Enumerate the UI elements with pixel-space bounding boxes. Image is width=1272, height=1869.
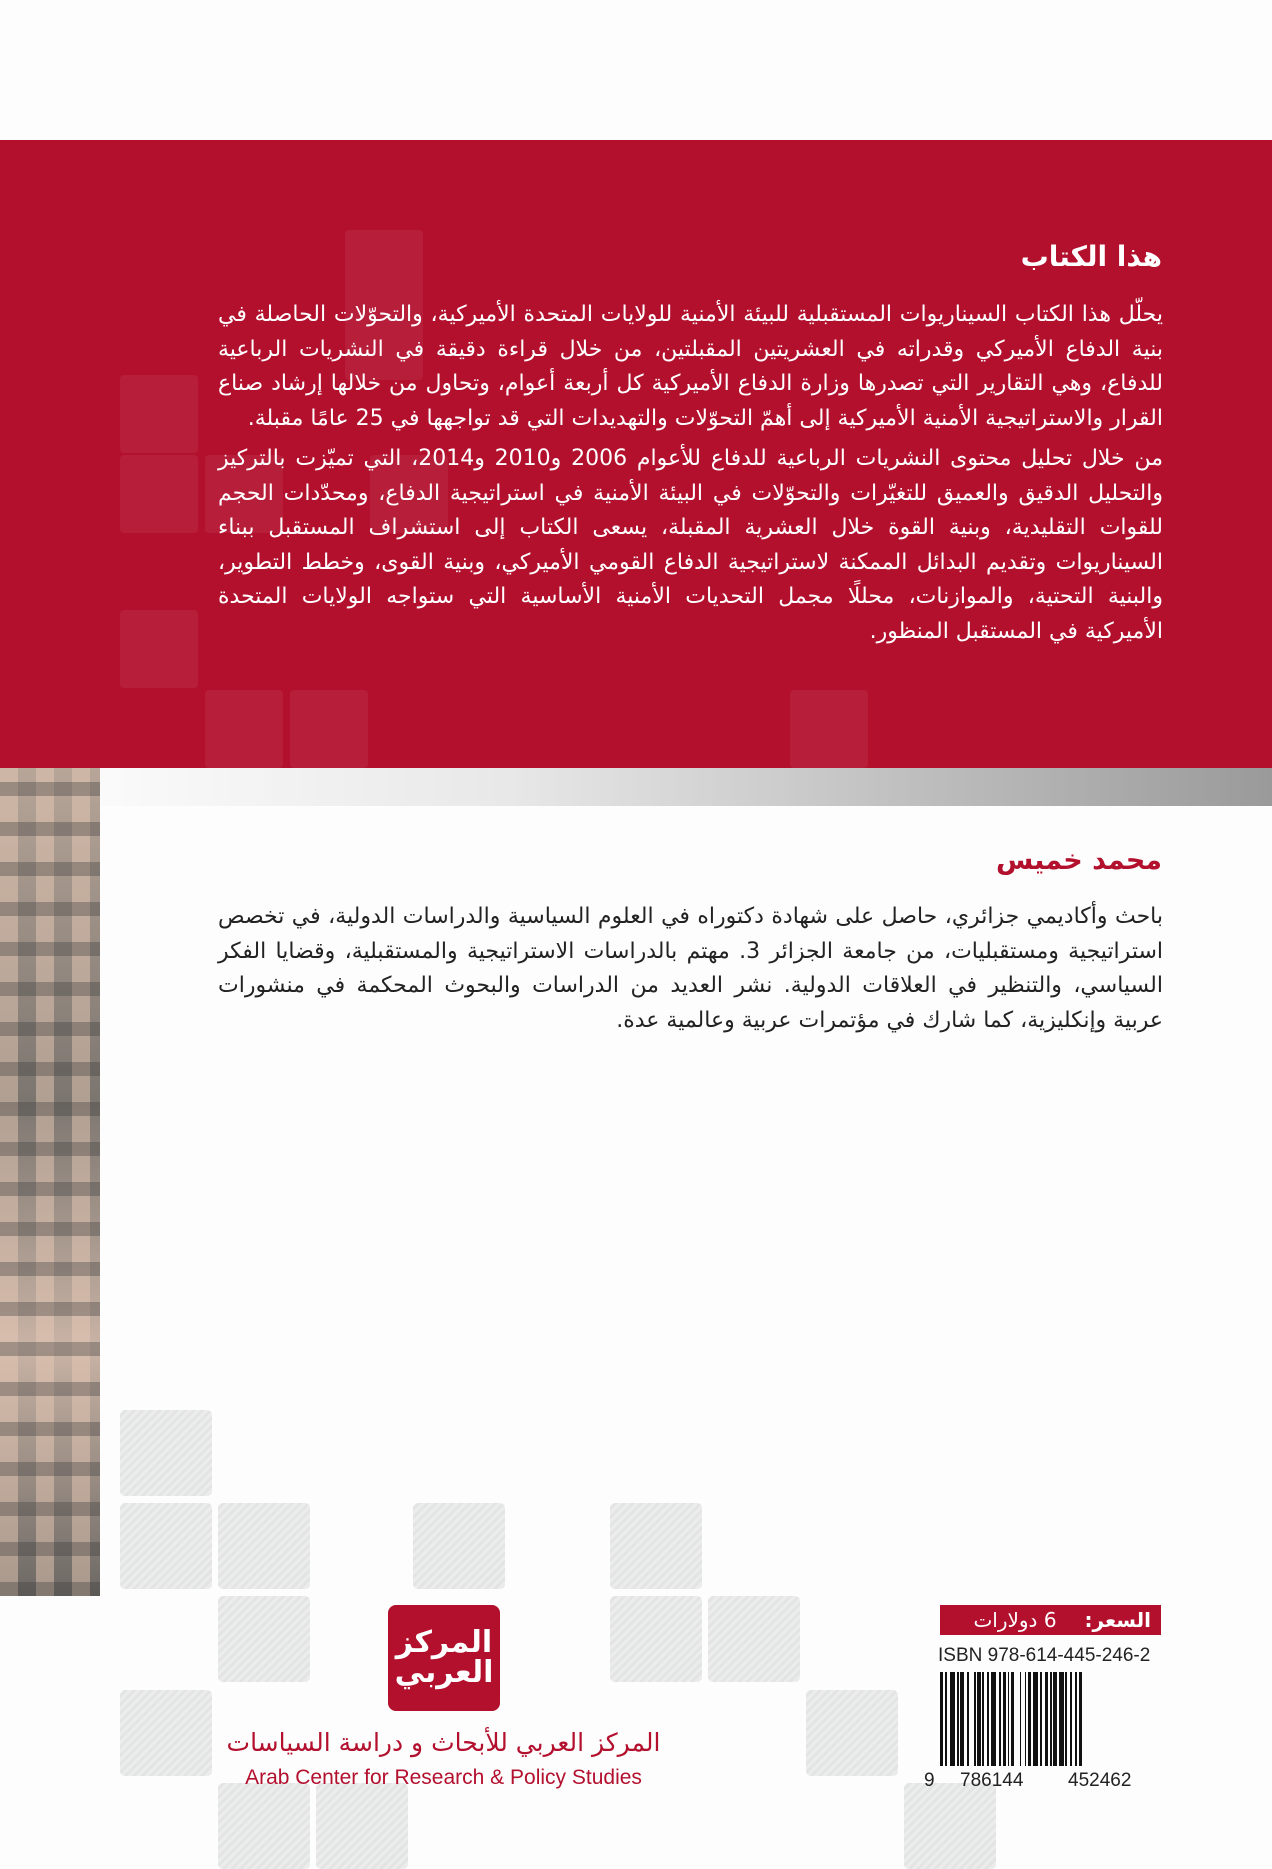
decor-square — [904, 1783, 996, 1869]
decor-square — [205, 690, 283, 768]
decor-square — [790, 690, 868, 768]
decor-square — [413, 1503, 505, 1589]
decor-square — [316, 1783, 408, 1869]
about-paragraph: يحلّل هذا الكتاب السيناريوات المستقبلية للبيئة الأمنية للولايات المتحدة الأميركية، والتحوّلات الحاصلة في بنية الدفاع الأميركي وقدراته في العشريتين المقبلتين، من خلال قراءة دقيقة في النشريات الرباعية للدفاع، وهي التقارير التي تصدرها وزارة الدفاع الأميركية كل أربعة أعوام، وتحاول من خلالها إرشاد صناع القرار والاستراتيجية الأمنية الأميركية إلى أهمّ التحوّلات والتهديدات التي قد تواجهها في 25 عامًا مقبلة. — [218, 302, 1163, 431]
publisher-name-arabic: المركز العربي للأبحاث و دراسة السياسات — [226, 1728, 661, 1757]
decor-square — [120, 1410, 212, 1496]
barcode-digits-left: 786144 — [960, 1770, 1024, 1791]
decor-square — [120, 375, 198, 453]
isbn: ISBN 978-614-445-246-2 — [938, 1645, 1151, 1666]
decor-square — [120, 455, 198, 533]
decor-square — [218, 1503, 310, 1589]
publisher-logo-text: المركز العربي — [394, 1625, 494, 1690]
barcode — [940, 1672, 1162, 1766]
decor-square — [610, 1503, 702, 1589]
decor-square — [120, 1503, 212, 1589]
gradient-strip — [0, 768, 1272, 806]
decor-square — [218, 1596, 310, 1682]
camouflage-strip — [0, 768, 100, 1596]
decor-square — [290, 690, 368, 768]
about-book-title: هذا الكتاب — [1020, 240, 1162, 273]
price-box — [940, 1605, 1161, 1635]
decor-square — [708, 1596, 800, 1682]
decor-square — [120, 1690, 212, 1776]
price-value: 6 دولارات — [973, 1608, 1057, 1632]
decor-square — [120, 610, 198, 688]
publisher-logo — [388, 1605, 500, 1711]
price-label: السعر: — [1084, 1608, 1151, 1632]
author-name: محمد خميس — [995, 845, 1162, 876]
about-book-text — [218, 298, 1163, 655]
barcode-space — [1082, 1672, 1084, 1766]
barcode-digits-right: 452462 — [1068, 1770, 1132, 1791]
publisher-name-english: Arab Center for Research & Policy Studies — [245, 1766, 642, 1789]
barcode-digit-first: 9 — [924, 1770, 935, 1791]
decor-square — [806, 1690, 898, 1776]
about-paragraph: من خلال تحليل محتوى النشريات الرباعية للدفاع للأعوام 2006 و2010 و2014، التي تميّزت بالتركيز والتحليل الدقيق والعميق للتغيّرات والتحوّلات في البيئة الأمنية في استراتيجية الدفاع، ومحدّدات الحجم للقوات التقليدية، وبنية القوة خلال العشرية المقبلة، يسعى الكتاب إلى استشراف المستقبل ببناء السيناريوات وتقديم البدائل الممكنة لاستراتيجية الدفاع القومي الأميركي، وبنية القوى، وخطط التطوير، والبنية التحتية، والموازنات، محللًا مجمل التحديات الأمنية الأساسية التي ستواجه الولايات المتحدة الأميركية في المستقبل المنظور. — [218, 446, 1163, 644]
author-bio: باحث وأكاديمي جزائري، حاصل على شهادة دكتوراه في العلوم السياسية والدراسات الدولية، في تخصص استراتيجية ومستقبليات، من جامعة الجزائر 3. مهتم بالدراسات الاستراتيجية والمستقبلية، وقضايا الفكر السياسي، والتنظير في العلاقات الدولية. نشر العديد من الدراسات والبحوث المحكمة في منشورات عربية وإنكليزية، كما شارك في مؤتمرات عربية وعالمية عدة. — [218, 904, 1163, 1033]
decor-square — [610, 1596, 702, 1682]
decor-square — [218, 1783, 310, 1869]
